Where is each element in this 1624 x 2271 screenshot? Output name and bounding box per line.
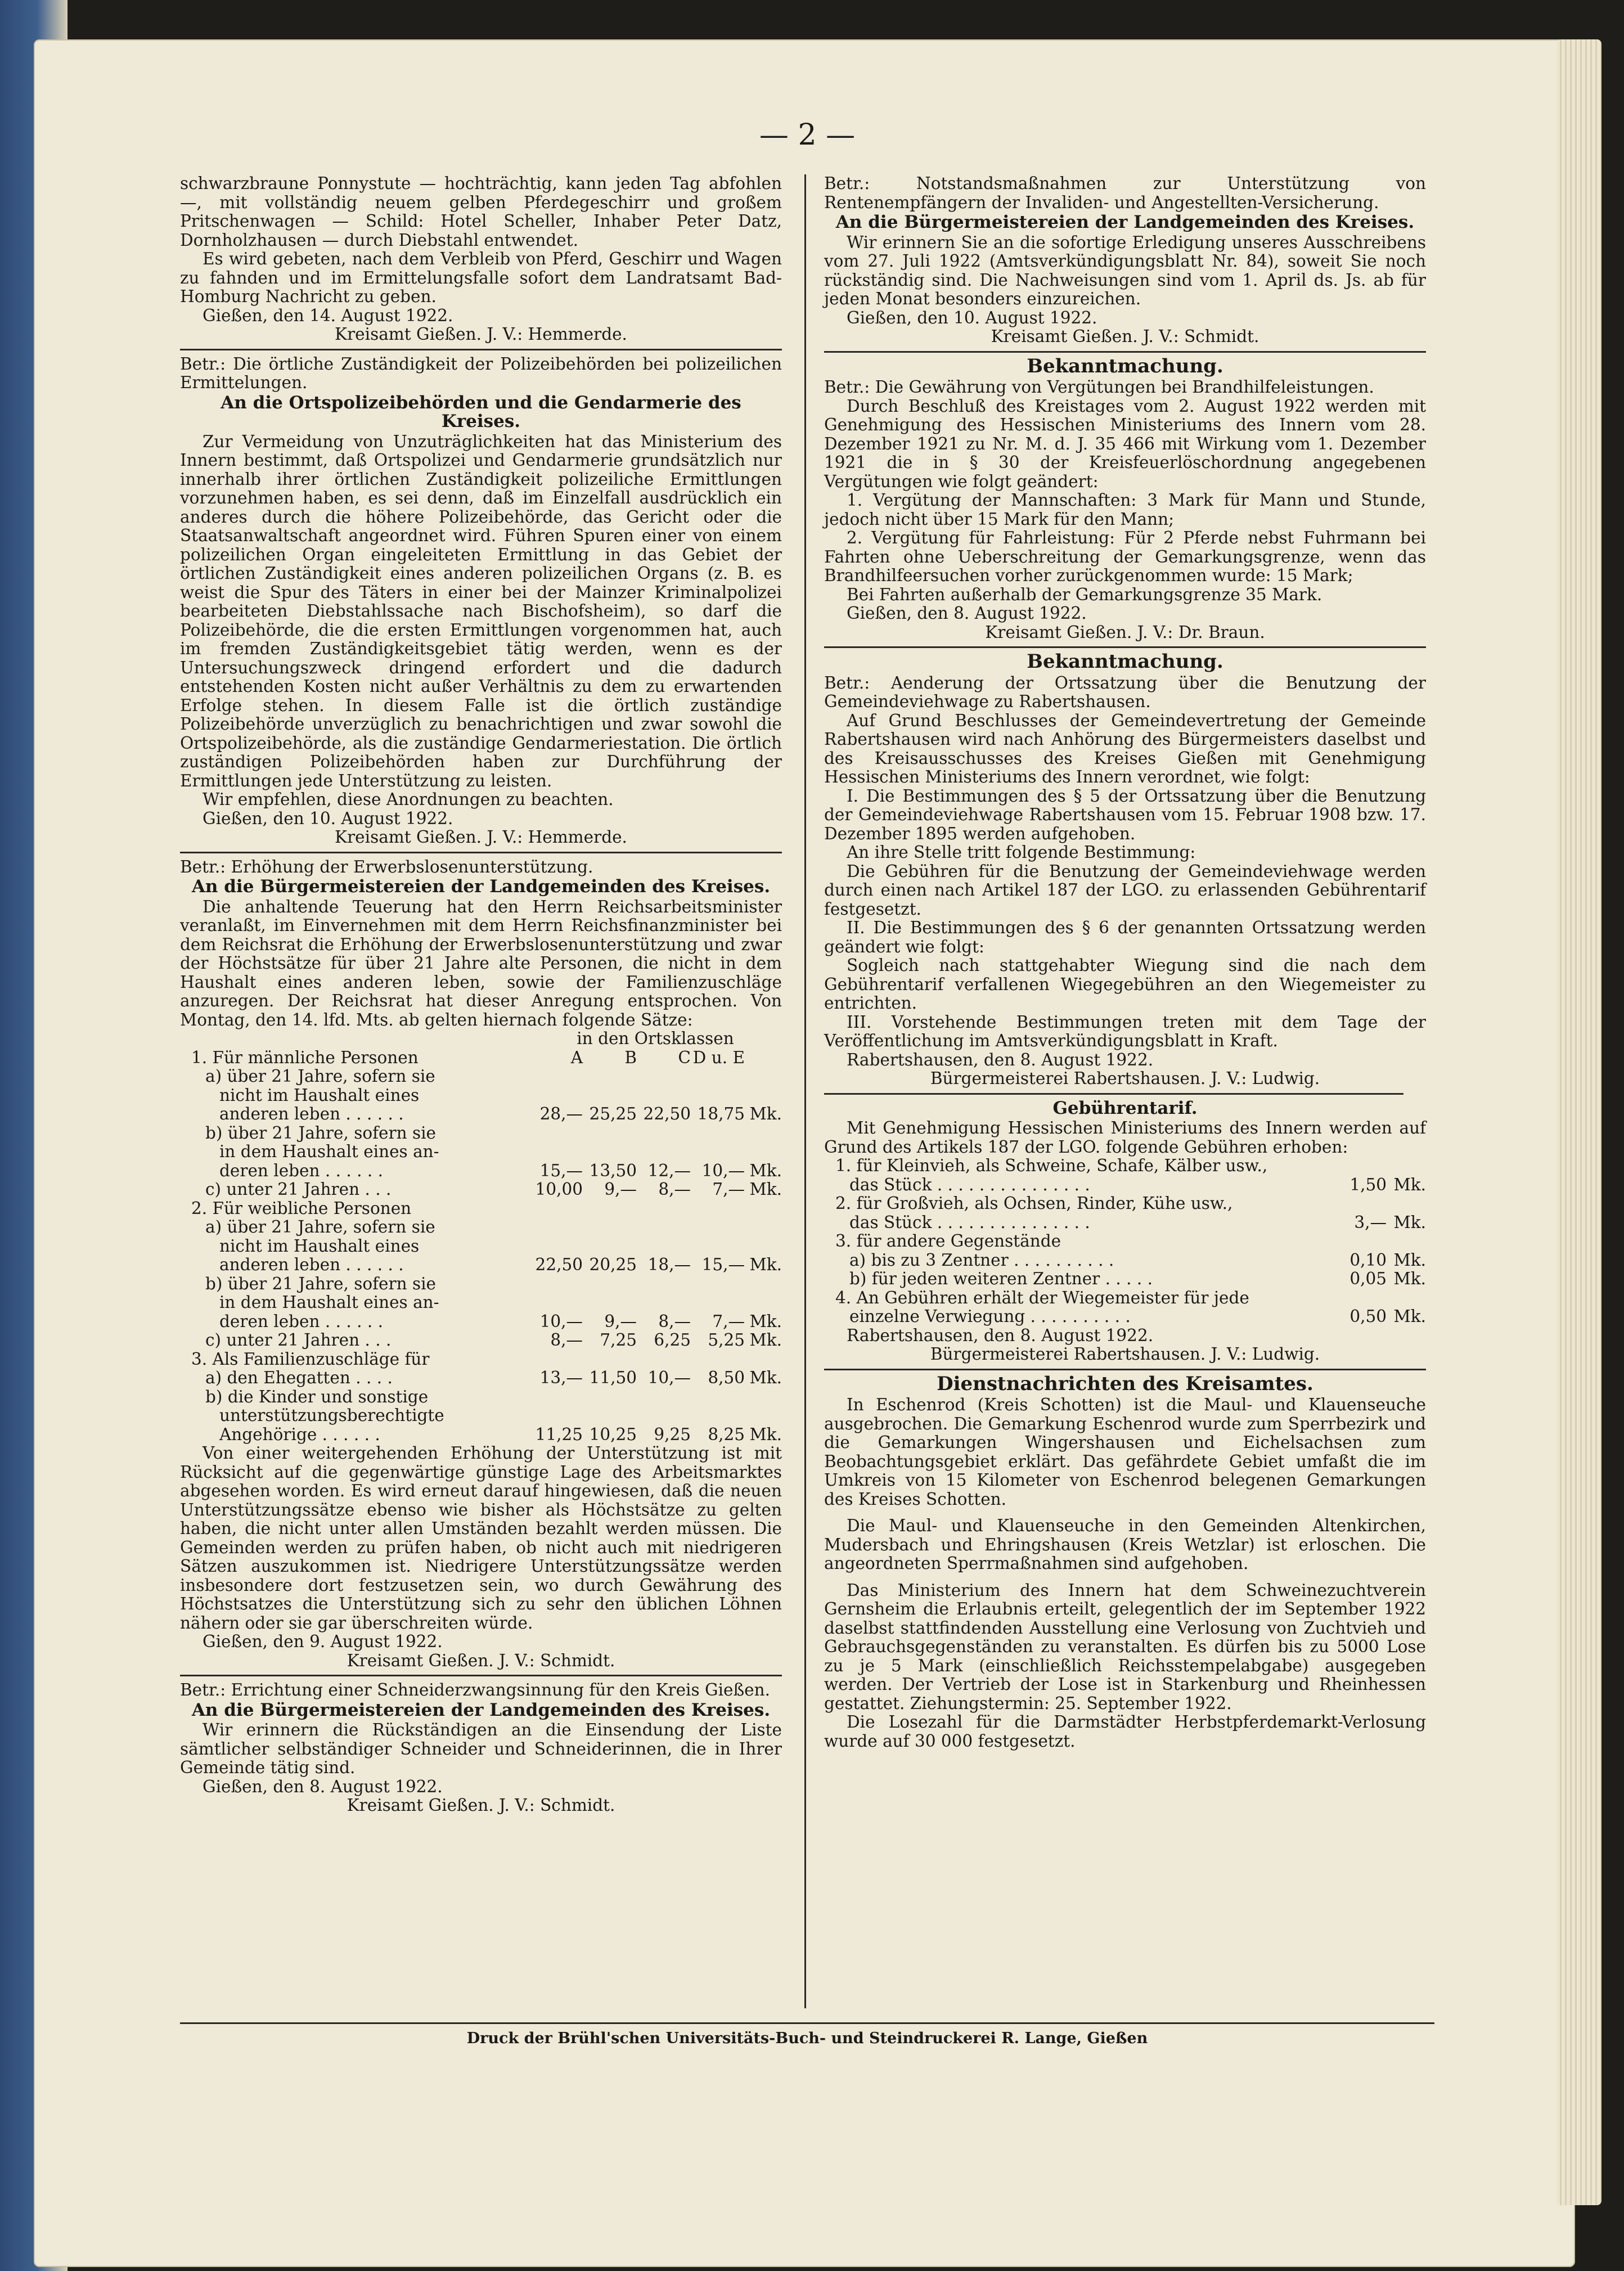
divider bbox=[824, 646, 1426, 648]
divider bbox=[824, 1369, 1426, 1370]
fee-row bbox=[824, 1289, 1426, 1308]
rate-value bbox=[583, 1199, 637, 1218]
rate-value: 7,— bbox=[712, 1180, 745, 1199]
col-de: D u. E bbox=[692, 1047, 745, 1067]
notice-item: An ihre Stelle tritt folgende Bestimmung: bbox=[847, 843, 1196, 862]
rate-value bbox=[637, 1218, 691, 1237]
notice-body: Zur Vermeidung von Unzuträglichkeiten hat das Ministerium des Innern bestimmt, daß Ortspolizei und Gendarmerie grundsätzlich nur innerhalb ihrer örtlichen Zuständigkeit polizeiliche Ermittlungen vorzunehmen haben, es sei denn, daß im Einzelfall ausdrücklich ein anderes durch die höhere Polizeibehörde, das Gericht oder die Staatsanwaltschaft angeordnet wird. Führen Spuren einer von einem polizeilichen Organ eingeleiteten Ermittlung in das Gebiet der örtlichen Zuständigkeit eines anderen polizeilichen Organs (z. B. es weist die Spur des Täters in einer bei der Mainzer Kriminalpolizei bearbeiteten Diebstahlssache nach Bischofsheim), so darf die Polizeibehörde, die die ersten Ermittlungen vorgenommen hat, auch im fremden Zuständigkeitsgebiet tätig werden, wenn es der Untersuchungszweck dringend erfordert und die dadurch entstehenden Kosten nicht außer Verhältnis zu dem zu erwartenden Erfolge stehen. In diesem Falle ist die örtlich zuständige Polizeibehörde unverzüglich zu benachrichtigen und zwar sowohl die Ortspolizeibehörde, als die zuständige Gendarmeriestation. Die örtlich zuständigen Polizeibehörden haben zur Durchführung der Ermittlungen jede Unterstützung zu leisten. bbox=[180, 431, 782, 790]
rate-unit bbox=[745, 1143, 782, 1162]
notice-body: Von einer weitergehenden Erhöhung der Unterstützung ist mit Rücksicht auf die gegenwärtige günstige Lage des Arbeitsmarktes abgesehen worden. Es wird erneut darauf hingewiesen, daß die neuen Unterstützungssätze ebenso wie bisher als Höchstsätze zu gelten haben, die nicht unter allen Umständen bezahlt werden müssen. Die Gemeinden werden zu prüfen haben, ob nicht auch mit niedrigeren Sätzen auszukommen ist. Niedrigere Unterstützungssätze werden insbesondere dort festzusetzen sein, wo durch Gewährung des Höchstsatzes die Unterstützung sich zu sehr den üblichen Löhnen nähern oder sie gar überschreiten würde. bbox=[180, 1443, 782, 1633]
notice-body: Durch Beschluß des Kreistages vom 2. August 1922 werden mit Genehmigung des Hessischen Ministeriums des Innern vom 28. Dezember 1921 zu Nr. M. d. J. 35 466 mit Wirkung vom 1. Dezember 1921 die in § 30 der Kreisfeuerlöschordnung angegebenen Vergütungen wie folgt geändert: bbox=[824, 396, 1426, 491]
fee-value bbox=[1319, 1232, 1387, 1251]
rate-row bbox=[180, 1350, 782, 1369]
rate-value: 9,— bbox=[604, 1311, 637, 1331]
fee-unit: Mk. bbox=[1393, 1307, 1426, 1326]
rate-row bbox=[180, 1388, 782, 1407]
fee-label: a) bis zu 3 Zentner . . . . . . . . . . bbox=[849, 1251, 1114, 1270]
rate-label: 2. Für weibliche Personen bbox=[191, 1199, 412, 1218]
rate-unit bbox=[745, 1350, 782, 1369]
rate-value bbox=[529, 1350, 583, 1369]
fee-row bbox=[824, 1176, 1426, 1195]
fee-row bbox=[824, 1232, 1426, 1251]
rate-value: 20,25 bbox=[589, 1255, 637, 1274]
rate-value: 10,— bbox=[539, 1311, 583, 1331]
notice-subject: Betr.: Die Gewährung von Vergütungen bei Brandhilfeleistungen. bbox=[824, 377, 1374, 397]
notice-date: Rabertshausen, den 8. August 1922. bbox=[847, 1050, 1154, 1069]
fee-schedule-title: Gebührentarif. bbox=[1052, 1098, 1198, 1118]
rate-value bbox=[691, 1086, 745, 1105]
rate-value bbox=[691, 1350, 745, 1369]
rate-value bbox=[583, 1388, 637, 1407]
notice-body: Wir erinnern Sie an die sofortige Erledigung unseres Ausschreibens vom 27. Juli 1922 (Amtsverkündigungsblatt Nr. 84), soweit Sie noch rückständig sind. Die Nachweisungen sind vom 1. April ds. Js. ab für jeden Monat besonders einzureichen. bbox=[824, 232, 1426, 308]
fee-unit: Mk. bbox=[1393, 1250, 1426, 1270]
fee-row bbox=[824, 1307, 1426, 1326]
rate-label: b) über 21 Jahre, sofern sie bbox=[205, 1123, 437, 1143]
rate-value bbox=[583, 1143, 637, 1162]
rate-value bbox=[637, 1275, 691, 1294]
rates-table bbox=[180, 1029, 782, 1444]
rate-unit: Mk. bbox=[749, 1311, 782, 1331]
rate-label: in dem Haushalt eines an- bbox=[219, 1293, 439, 1312]
rate-value bbox=[637, 1388, 691, 1407]
rates-classes-label: in den Ortsklassen bbox=[577, 1029, 734, 1048]
notice-item: III. Vorstehende Bestimmungen treten mit dem Tage der Veröffentlichung im Amtsverkündigungsblatt in Kraft. bbox=[824, 1012, 1426, 1050]
rate-value: 8,50 bbox=[708, 1368, 745, 1387]
notice-item: 2. Vergütung für Fahrleistung: Für 2 Pferde nebst Fuhrmann bei Fahrten ohne Ueberschreitung der Gemarkungsgrenze, wenn das Brandhilfeersuchen vorher zurückgenommen wurde: 15 Mark; bbox=[824, 528, 1426, 585]
notice-date: Gießen, den 8. August 1922. bbox=[847, 604, 1087, 623]
rate-value bbox=[529, 1218, 583, 1237]
col-c: C bbox=[678, 1047, 691, 1067]
rate-value: 9,25 bbox=[654, 1424, 691, 1444]
rate-value bbox=[691, 1218, 745, 1237]
rate-value bbox=[583, 1067, 637, 1086]
rate-label: c) unter 21 Jahren . . . bbox=[205, 1180, 392, 1199]
rate-unit: Mk. bbox=[749, 1104, 782, 1123]
fee-row bbox=[824, 1194, 1426, 1213]
rate-value: 10,25 bbox=[589, 1424, 637, 1444]
rate-value bbox=[691, 1406, 745, 1425]
rate-row bbox=[180, 1199, 782, 1218]
rate-value bbox=[637, 1143, 691, 1162]
intro-text-2: Es wird gebeten, nach dem Verbleib von Pferd, Geschirr und Wagen zu fahnden und im Ermittelungsfalle sofort dem Landratsamt Bad-Homburg Nachricht zu geben. bbox=[180, 249, 782, 306]
page-edges bbox=[1556, 39, 1601, 2205]
rate-value bbox=[637, 1086, 691, 1105]
left-column bbox=[180, 174, 782, 1815]
notice-body: Wir erinnern die Rückständigen an die Einsendung der Liste sämtlicher selbständiger Schneider und Schneiderinnen, die in Ihrer Gemeinde tätig sind. bbox=[180, 1720, 782, 1777]
rate-value bbox=[583, 1124, 637, 1143]
rate-value bbox=[691, 1388, 745, 1407]
rate-value bbox=[691, 1275, 745, 1294]
rate-value: 10,00 bbox=[535, 1180, 583, 1199]
notice-heading: An die Ortspolizeibehörden und die Gendarmerie des Kreises. bbox=[221, 392, 741, 431]
rate-value: 13,— bbox=[539, 1368, 583, 1387]
rate-value bbox=[529, 1237, 583, 1256]
notice-item: I. Die Bestimmungen des § 5 der Ortssatzung über die Benutzung der Gemeindeviehwage Rabertshausen vom 15. Februar 1908 bzw. 17. Dezember 1895 werden aufgehoben. bbox=[824, 786, 1426, 843]
fee-row bbox=[824, 1157, 1426, 1176]
printer-imprint: Druck der Brühl'schen Universitäts-Buch- und Steindruckerei R. Lange, Gießen bbox=[180, 2022, 1434, 2047]
rate-value bbox=[583, 1406, 637, 1425]
fee-label: das Stück . . . . . . . . . . . . . . . bbox=[849, 1213, 1090, 1232]
rate-value: 13,50 bbox=[589, 1161, 637, 1180]
rate-value: 8,— bbox=[658, 1180, 691, 1199]
notice-date: Gießen, den 10. August 1922. bbox=[847, 308, 1097, 327]
rate-value bbox=[529, 1067, 583, 1086]
rate-row bbox=[180, 1312, 782, 1332]
rate-value: 15,— bbox=[539, 1161, 583, 1180]
notice-subject: Betr.: Aenderung der Ortssatzung über die Benutzung der Gemeindeviehwage zu Rabertshausen. bbox=[824, 673, 1426, 711]
rate-unit bbox=[745, 1067, 782, 1086]
column-rule bbox=[804, 174, 806, 2008]
rate-unit: Mk. bbox=[749, 1330, 782, 1350]
notice-body: Wir empfehlen, diese Anordnungen zu beachten. bbox=[203, 790, 614, 809]
rate-row bbox=[180, 1275, 782, 1294]
divider bbox=[180, 349, 782, 350]
fee-unit bbox=[1387, 1232, 1426, 1251]
rates-rows bbox=[180, 1067, 782, 1444]
fee-label: b) für jeden weiteren Zentner . . . . . bbox=[849, 1270, 1153, 1288]
fee-unit bbox=[1387, 1194, 1426, 1213]
right-column bbox=[824, 174, 1426, 1751]
rate-label: a) über 21 Jahre, sofern sie bbox=[205, 1067, 435, 1086]
rate-unit bbox=[745, 1124, 782, 1143]
notice-body: Mit Genehmigung Hessischen Ministeriums des Innern werden auf Grund des Artikels 187 der LGO. folgende Gebühren erhoben: bbox=[824, 1118, 1426, 1157]
fee-label: einzelne Verwiegung . . . . . . . . . . bbox=[849, 1307, 1131, 1326]
fee-unit bbox=[1387, 1289, 1426, 1308]
rate-value bbox=[637, 1124, 691, 1143]
announcement-title: Bekanntmachung. bbox=[1027, 354, 1223, 377]
rate-label: a) den Ehegatten . . . . bbox=[205, 1369, 393, 1387]
notice-date: Gießen, den 10. August 1922. bbox=[203, 808, 453, 828]
notice-signature: Kreisamt Gießen. J. V.: Schmidt. bbox=[347, 1651, 615, 1670]
fee-label: 2. für Großvieh, als Ochsen, Rinder, Kühe usw., bbox=[835, 1194, 1233, 1213]
rates-classes-header bbox=[180, 1029, 782, 1049]
rate-unit: Mk. bbox=[749, 1180, 782, 1199]
rate-value bbox=[637, 1199, 691, 1218]
fee-value: 0,10 bbox=[1349, 1250, 1387, 1270]
news-body: Die Losezahl für die Darmstädter Herbstpferdemarkt-Verlosung wurde auf 30 000 festgesetzt. bbox=[824, 1712, 1426, 1751]
fee-label: 3. für andere Gegenstände bbox=[835, 1232, 1061, 1251]
rate-value: 8,25 bbox=[708, 1424, 745, 1444]
news-body: In Eschenrod (Kreis Schotten) ist die Maul- und Klauenseuche ausgebrochen. Die Gemarkung Eschenrod wurde zum Sperrbezirk und die Gemarkungen Wingershausen und Eichelsachsen zum Beobachtungsgebiet erklärt. Das gefährdete Gebiet umfaßt die im Umkreis von 15 Kilometer von Eschenrod belegenen Gemarkungen des Kreises Schotten. bbox=[824, 1395, 1426, 1509]
rate-value bbox=[691, 1293, 745, 1312]
notice-signature: Kreisamt Gießen. J. V.: Schmidt. bbox=[991, 327, 1259, 346]
rate-row bbox=[180, 1218, 782, 1237]
rate-label: anderen leben . . . . . . bbox=[219, 1105, 404, 1123]
notice-subject: Betr.: Notstandsmaßnahmen zur Unterstützung von Rentenempfängern der Invaliden- und Angestellten-Versicherung. bbox=[824, 174, 1426, 212]
rate-value bbox=[637, 1350, 691, 1369]
notice-signature: Bürgermeisterei Rabertshausen. J. V.: Ludwig. bbox=[930, 1344, 1320, 1364]
rate-label: nicht im Haushalt eines bbox=[219, 1086, 420, 1105]
rate-label: b) die Kinder und sonstige bbox=[205, 1387, 429, 1406]
divider bbox=[180, 1675, 782, 1676]
notice-signature: Kreisamt Gießen. J. V.: Schmidt. bbox=[347, 1796, 615, 1815]
rate-label: in dem Haushalt eines an- bbox=[219, 1143, 439, 1161]
fee-row bbox=[824, 1270, 1426, 1289]
rate-value: 12,— bbox=[647, 1161, 691, 1180]
fee-value: 0,50 bbox=[1349, 1307, 1387, 1326]
notice-subject: Betr.: Die örtliche Zuständigkeit der Polizeibehörden bei polizeilichen Ermittelungen. bbox=[180, 354, 782, 392]
rate-label: deren leben . . . . . . bbox=[219, 1161, 384, 1180]
notice-date: Rabertshausen, den 8. August 1922. bbox=[847, 1325, 1154, 1345]
notice-signature: Bürgermeisterei Rabertshausen. J. V.: Ludwig. bbox=[930, 1069, 1320, 1088]
rate-unit bbox=[745, 1293, 782, 1312]
fee-value bbox=[1319, 1289, 1387, 1308]
rate-label: anderen leben . . . . . . bbox=[219, 1256, 404, 1274]
rate-value: 8,— bbox=[658, 1311, 691, 1331]
rate-value bbox=[529, 1275, 583, 1294]
rate-value: 22,50 bbox=[535, 1255, 583, 1274]
rate-value: 6,25 bbox=[654, 1330, 691, 1350]
rate-value: 9,— bbox=[604, 1180, 637, 1199]
fee-value: 0,05 bbox=[1349, 1269, 1387, 1288]
notice-heading: An die Bürgermeistereien der Landgemeinden des Kreises. bbox=[835, 212, 1415, 232]
fee-unit: Mk. bbox=[1393, 1269, 1426, 1288]
fee-row bbox=[824, 1251, 1426, 1270]
rate-value bbox=[637, 1293, 691, 1312]
rate-row bbox=[180, 1425, 782, 1445]
rate-unit bbox=[745, 1086, 782, 1105]
rate-value bbox=[529, 1388, 583, 1407]
rate-unit: Mk. bbox=[749, 1368, 782, 1387]
notice-item: Die Gebühren für die Benutzung der Gemeindeviehwage werden durch einen nach Artikel 187 der LGO. zu erlassenden Gebührentarif festgesetzt. bbox=[824, 861, 1426, 919]
rate-row bbox=[180, 1143, 782, 1162]
rate-unit bbox=[745, 1388, 782, 1407]
notice-body: Die anhaltende Teuerung hat den Herrn Reichsarbeitsminister veranlaßt, im Einvernehmen mit dem Herrn Reichsfinanzminister bei dem Reichsrat die Erhöhung der Erwerbslosenunterstützung und zwar der Höchstsätze für über 21 Jahre alte Personen, die nicht in dem Haushalt eines anderen leben, sowie der Familienzuschläge anzuregen. Der Reichsrat hat dieser Anregung entsprochen. Von Montag, den 14. lfd. Mts. ab gelten hiernach folgende Sätze: bbox=[180, 897, 782, 1029]
intro-text: schwarzbraune Ponnystute — hochträchtig, kann jeden Tag abfohlen —, mit vollständig neuem gelben Pferdegeschirr und großem Pritschenwagen — Schild: Hotel Scheller, Inhaber Peter Datz, Dornholzhausen — durch Diebstahl entwendet. bbox=[180, 174, 782, 250]
rate-value bbox=[583, 1293, 637, 1312]
fee-table bbox=[824, 1157, 1426, 1326]
notice-date: Gießen, den 9. August 1922. bbox=[203, 1632, 443, 1651]
rate-label: unterstützungsberechtigte bbox=[219, 1406, 444, 1425]
rate-value bbox=[691, 1237, 745, 1256]
notice-date: Gießen, den 8. August 1922. bbox=[203, 1777, 443, 1796]
rate-value: 25,25 bbox=[589, 1104, 637, 1123]
notice-item: 1. Vergütung der Mannschaften: 3 Mark für Mann und Stunde, jedoch nicht über 15 Mark für den Mann; bbox=[824, 491, 1426, 529]
rate-unit bbox=[745, 1199, 782, 1218]
rate-value bbox=[691, 1067, 745, 1086]
fee-row bbox=[824, 1213, 1426, 1233]
divider bbox=[824, 1093, 1403, 1095]
fee-value: 1,50 bbox=[1349, 1175, 1387, 1194]
rate-value: 7,— bbox=[712, 1311, 745, 1331]
rate-unit bbox=[745, 1406, 782, 1425]
rate-value bbox=[691, 1124, 745, 1143]
rate-value bbox=[529, 1143, 583, 1162]
rate-label: deren leben . . . . . . bbox=[219, 1312, 384, 1331]
rate-label: 3. Als Familienzuschläge für bbox=[191, 1350, 430, 1369]
rate-value: 7,25 bbox=[600, 1330, 637, 1350]
rate-value bbox=[583, 1237, 637, 1256]
rate-value bbox=[529, 1293, 583, 1312]
notice-subject: Betr.: Erhöhung der Erwerbslosenunterstützung. bbox=[180, 857, 593, 876]
rate-value bbox=[637, 1237, 691, 1256]
notice-item: Sogleich nach stattgehabter Wiegung sind die nach dem Gebührentarif verfallenen Wiegegebühren an den Wiegemeister zu entrichten. bbox=[824, 956, 1426, 1013]
intro-signature: Kreisamt Gießen. J. V.: Hemmerde. bbox=[335, 325, 627, 344]
fee-value bbox=[1319, 1157, 1387, 1176]
notice-subject: Betr.: Errichtung einer Schneiderzwangsinnung für den Kreis Gießen. bbox=[180, 1680, 771, 1699]
rate-label: nicht im Haushalt eines bbox=[219, 1236, 420, 1256]
rate-value: 10,— bbox=[647, 1368, 691, 1387]
rate-value: 22,50 bbox=[643, 1104, 691, 1123]
rate-row bbox=[180, 1105, 782, 1124]
fee-unit bbox=[1387, 1157, 1426, 1176]
rate-label: b) über 21 Jahre, sofern sie bbox=[205, 1274, 437, 1293]
rate-row bbox=[180, 1086, 782, 1105]
rate-value: 15,— bbox=[701, 1255, 745, 1274]
fee-value bbox=[1319, 1194, 1387, 1213]
col-a: A bbox=[570, 1047, 583, 1067]
rate-value: 18,— bbox=[647, 1255, 691, 1274]
news-body: Die Maul- und Klauenseuche in den Gemeinden Altenkirchen, Mudersbach und Ehringshausen (Kreis Wetzlar) ist erloschen. Die angeordneten Sperrmaßnahmen sind aufgehoben. bbox=[824, 1516, 1426, 1573]
rate-value bbox=[529, 1199, 583, 1218]
fee-label: 4. An Gebühren erhält der Wiegemeister für jede bbox=[835, 1288, 1249, 1307]
rate-row bbox=[180, 1331, 782, 1350]
rate-row bbox=[180, 1406, 782, 1425]
rate-row bbox=[180, 1067, 782, 1086]
rate-row bbox=[180, 1256, 782, 1275]
fee-label: das Stück . . . . . . . . . . . . . . . bbox=[849, 1175, 1090, 1194]
rate-unit bbox=[745, 1275, 782, 1294]
announcement-title: Bekanntmachung. bbox=[1027, 650, 1223, 673]
rate-value bbox=[637, 1406, 691, 1425]
fee-unit: Mk. bbox=[1393, 1212, 1426, 1232]
rate-value bbox=[529, 1406, 583, 1425]
rate-label: c) unter 21 Jahren . . . bbox=[205, 1331, 392, 1350]
page-number: — 2 — bbox=[759, 118, 856, 152]
notice-item: II. Die Bestimmungen des § 6 der genannten Ortssatzung werden geändert wie folgt: bbox=[824, 918, 1426, 956]
rate-row bbox=[180, 1162, 782, 1181]
notice-item: Bei Fahrten außerhalb der Gemarkungsgrenze 35 Mark. bbox=[847, 584, 1322, 604]
notice-body: Auf Grund Beschlusses der Gemeindevertretung der Gemeinde Rabertshausen wird nach Anhörung des Bürgermeisters daselbst und des Kreisausschusses des Kreises Gießen mit Genehmigung Hessischen Ministeriums des Innern verordnet, wie folgt: bbox=[824, 710, 1426, 786]
rate-value bbox=[691, 1199, 745, 1218]
rate-label: Angehörige . . . . . . bbox=[219, 1425, 380, 1444]
fee-unit: Mk. bbox=[1393, 1175, 1426, 1194]
divider bbox=[180, 852, 782, 853]
rate-value bbox=[583, 1350, 637, 1369]
newspaper-sheet bbox=[180, 113, 1434, 2081]
rates-column-header bbox=[180, 1049, 782, 1068]
rate-value: 18,75 bbox=[697, 1104, 745, 1123]
rate-value bbox=[583, 1218, 637, 1237]
rate-value: 28,— bbox=[539, 1104, 583, 1123]
rate-value: 10,— bbox=[701, 1161, 745, 1180]
notice-heading: An die Bürgermeistereien der Landgemeinden des Kreises. bbox=[191, 876, 771, 897]
rate-unit bbox=[745, 1237, 782, 1256]
service-news-title: Dienstnachrichten des Kreisamtes. bbox=[937, 1372, 1313, 1395]
rate-row bbox=[180, 1237, 782, 1256]
rate-label: a) über 21 Jahre, sofern sie bbox=[205, 1218, 435, 1236]
rate-value bbox=[637, 1067, 691, 1086]
notice-signature: Kreisamt Gießen. J. V.: Dr. Braun. bbox=[985, 622, 1265, 642]
intro-date: Gießen, den 14. August 1922. bbox=[203, 305, 453, 325]
rates-first-row: 1. Für männliche Personen bbox=[191, 1047, 419, 1067]
notice-signature: Kreisamt Gießen. J. V.: Hemmerde. bbox=[335, 828, 627, 847]
rate-value bbox=[583, 1275, 637, 1294]
rate-value: 11,50 bbox=[589, 1368, 637, 1387]
news-body: Das Ministerium des Innern hat dem Schweinezuchtverein Gernsheim die Erlaubnis erteilt, gelegentlich der im September 1922 daselbst stattfindenden Ausstellung eine Verlosung von Zuchtvieh und Gebrauchsgegenständen zu veranstalten. Es dürfen bis zu 5000 Lose zu je 5 Mark (einschließlich Reichsstempelabgabe) ausgegeben werden. Der Vertrieb der Lose ist in Starkenburg und Rheinhessen gestattet. Ziehungstermin: 25. September 1922. bbox=[824, 1580, 1426, 1713]
rate-unit: Mk. bbox=[749, 1161, 782, 1180]
rate-value bbox=[529, 1124, 583, 1143]
rate-value bbox=[529, 1086, 583, 1105]
fee-label: 1. für Kleinvieh, als Schweine, Schafe, Kälber usw., bbox=[835, 1157, 1268, 1175]
rate-value bbox=[583, 1086, 637, 1105]
rate-value bbox=[691, 1143, 745, 1162]
rate-unit: Mk. bbox=[749, 1255, 782, 1274]
rate-unit bbox=[745, 1218, 782, 1237]
rate-value: 11,25 bbox=[535, 1424, 583, 1444]
rate-unit: Mk. bbox=[749, 1424, 782, 1444]
rate-row bbox=[180, 1180, 782, 1199]
notice-heading: An die Bürgermeistereien der Landgemeinden des Kreises. bbox=[191, 1699, 771, 1720]
rate-row bbox=[180, 1369, 782, 1388]
col-b: B bbox=[624, 1047, 637, 1067]
rate-value: 5,25 bbox=[708, 1330, 745, 1350]
fee-value: 3,— bbox=[1354, 1212, 1387, 1232]
rate-row bbox=[180, 1293, 782, 1312]
rate-value: 8,— bbox=[550, 1330, 583, 1350]
divider bbox=[824, 351, 1426, 353]
rate-row bbox=[180, 1124, 782, 1143]
